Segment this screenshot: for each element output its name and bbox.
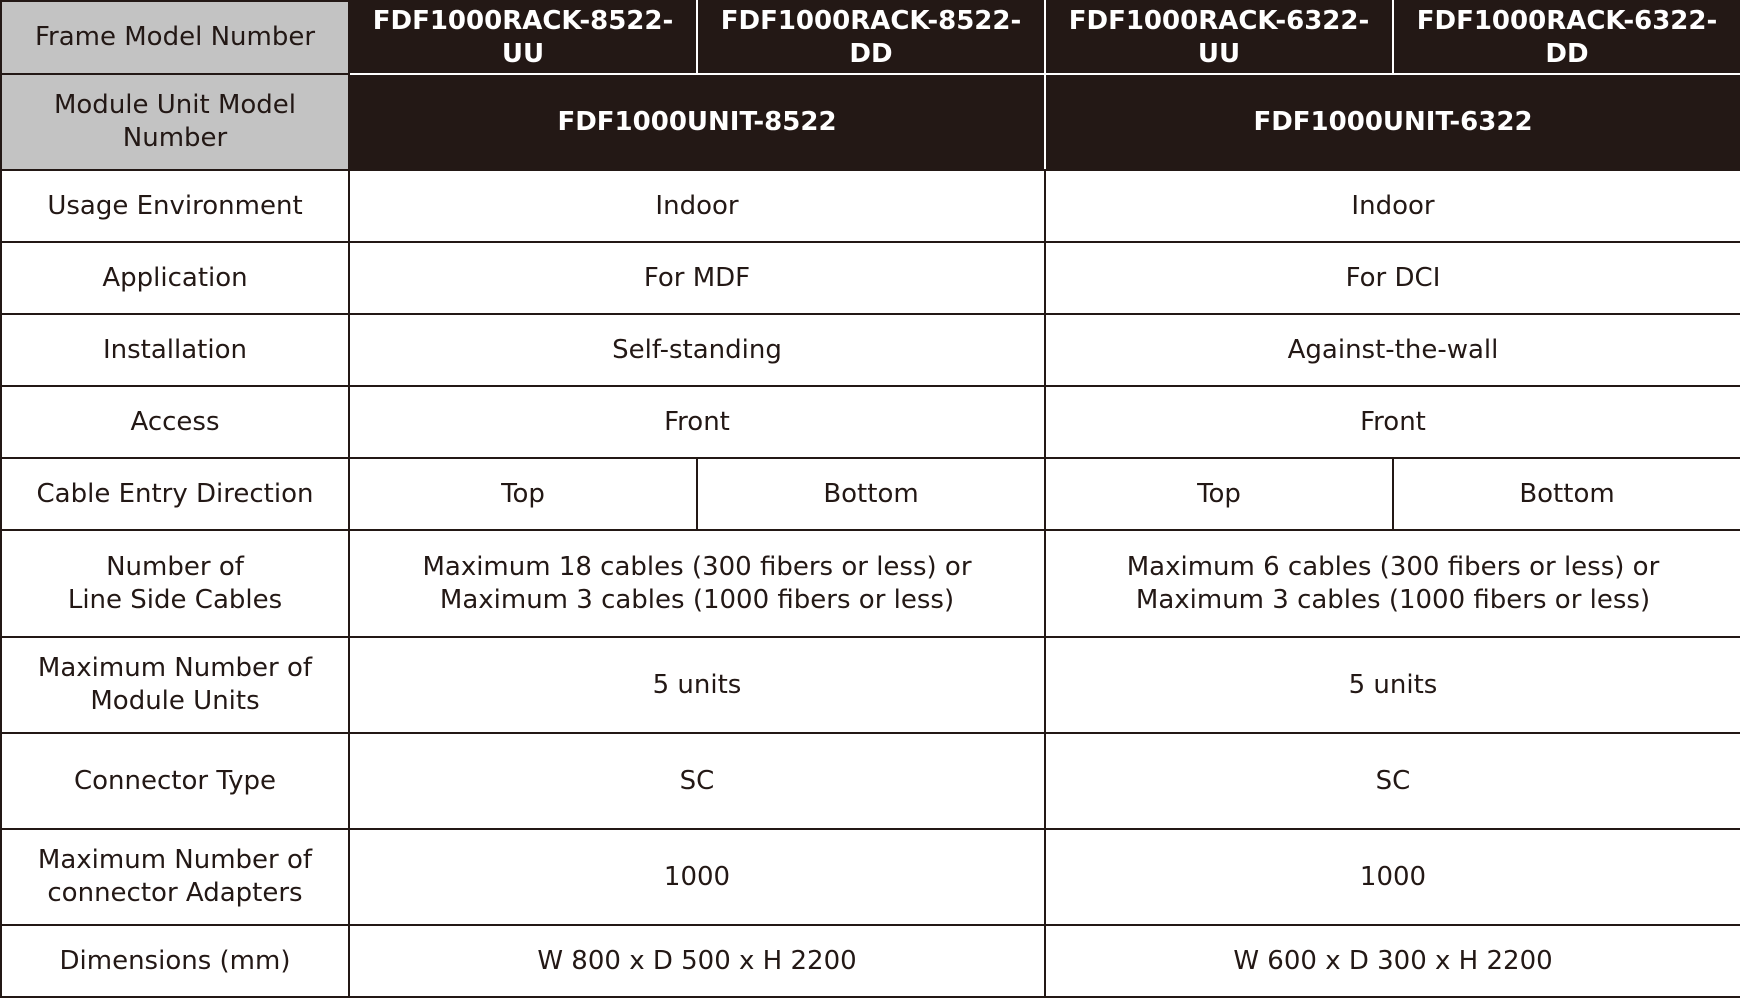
usage-environment-8522: Indoor [349, 170, 1045, 242]
line-side-cables-6322-line-2: Maximum 3 cables (1000 fibers or less) [1135, 584, 1651, 615]
frame-model-label: Frame Model Number [1, 1, 349, 74]
application-row [1, 242, 1740, 314]
max-adapters-label-line-1: Maximum Number of [37, 845, 313, 875]
line-side-cables-8522 [349, 530, 1045, 637]
cable-entry-6322-uu: Top [1045, 458, 1393, 530]
application-6322: For DCI [1045, 242, 1740, 314]
line-side-cables-8522-line-1: Maximum 18 cables (300 fibers or less) or [422, 551, 972, 582]
usage-environment-6322: Indoor [1045, 170, 1740, 242]
max-module-units-label-line-1: Maximum Number of [37, 653, 313, 683]
max-adapters-row [1, 829, 1740, 925]
max-module-units-label-line-2: Module Units [90, 686, 260, 716]
installation-6322: Against-the-wall [1045, 314, 1740, 386]
cable-entry-label: Cable Entry Direction [1, 458, 349, 530]
module-unit-label-line-1: Module Unit Model [53, 90, 297, 120]
line-side-cables-label-line-2: Line Side Cables [67, 584, 283, 615]
line-side-cables-6322-line-1: Maximum 6 cables (300 fibers or less) or [1126, 551, 1660, 582]
dimensions-8522: W 800 x D 500 x H 2200 [349, 925, 1045, 997]
cable-entry-8522-dd: Bottom [697, 458, 1045, 530]
installation-8522: Self-standing [349, 314, 1045, 386]
access-8522: Front [349, 386, 1045, 458]
application-label: Application [1, 242, 349, 314]
installation-label: Installation [1, 314, 349, 386]
max-module-units-6322: 5 units [1045, 637, 1740, 733]
line-side-cables-label [1, 530, 349, 637]
frame-model-8522-dd: FDF1000RACK-8522-DD [697, 1, 1045, 74]
connector-type-label: Connector Type [1, 733, 349, 829]
max-adapters-label [1, 829, 349, 925]
dimensions-6322: W 600 x D 300 x H 2200 [1045, 925, 1740, 997]
connector-type-row [1, 733, 1740, 829]
module-unit-label-line-2: Number [122, 123, 228, 153]
dimensions-label: Dimensions (mm) [1, 925, 349, 997]
connector-type-6322: SC [1045, 733, 1740, 829]
module-unit-label [1, 74, 349, 170]
module-unit-6322: FDF1000UNIT-6322 [1045, 74, 1740, 170]
max-module-units-row [1, 637, 1740, 733]
access-6322: Front [1045, 386, 1740, 458]
access-label: Access [1, 386, 349, 458]
line-side-cables-6322 [1045, 530, 1740, 637]
dimensions-row [1, 925, 1740, 997]
cable-entry-6322-dd: Bottom [1393, 458, 1740, 530]
line-side-cables-8522-line-2: Maximum 3 cables (1000 fibers or less) [439, 584, 955, 615]
cable-entry-row [1, 458, 1740, 530]
max-adapters-6322: 1000 [1045, 829, 1740, 925]
frame-model-6322-uu: FDF1000RACK-6322-UU [1045, 1, 1393, 74]
usage-environment-row [1, 170, 1740, 242]
max-module-units-8522: 5 units [349, 637, 1045, 733]
max-adapters-label-line-2: connector Adapters [47, 878, 303, 908]
installation-row [1, 314, 1740, 386]
application-8522: For MDF [349, 242, 1045, 314]
max-adapters-8522: 1000 [349, 829, 1045, 925]
cable-entry-8522-uu: Top [349, 458, 697, 530]
connector-type-8522: SC [349, 733, 1045, 829]
frame-model-8522-uu: FDF1000RACK-8522-UU [349, 1, 697, 74]
module-unit-row [1, 74, 1740, 170]
frame-model-6322-dd: FDF1000RACK-6322-DD [1393, 1, 1740, 74]
line-side-cables-label-line-1: Number of [106, 551, 244, 582]
max-module-units-label [1, 637, 349, 733]
usage-environment-label: Usage Environment [1, 170, 349, 242]
access-row [1, 386, 1740, 458]
module-unit-8522: FDF1000UNIT-8522 [349, 74, 1045, 170]
line-side-cables-row [1, 530, 1740, 637]
frame-model-row [1, 1, 1740, 74]
